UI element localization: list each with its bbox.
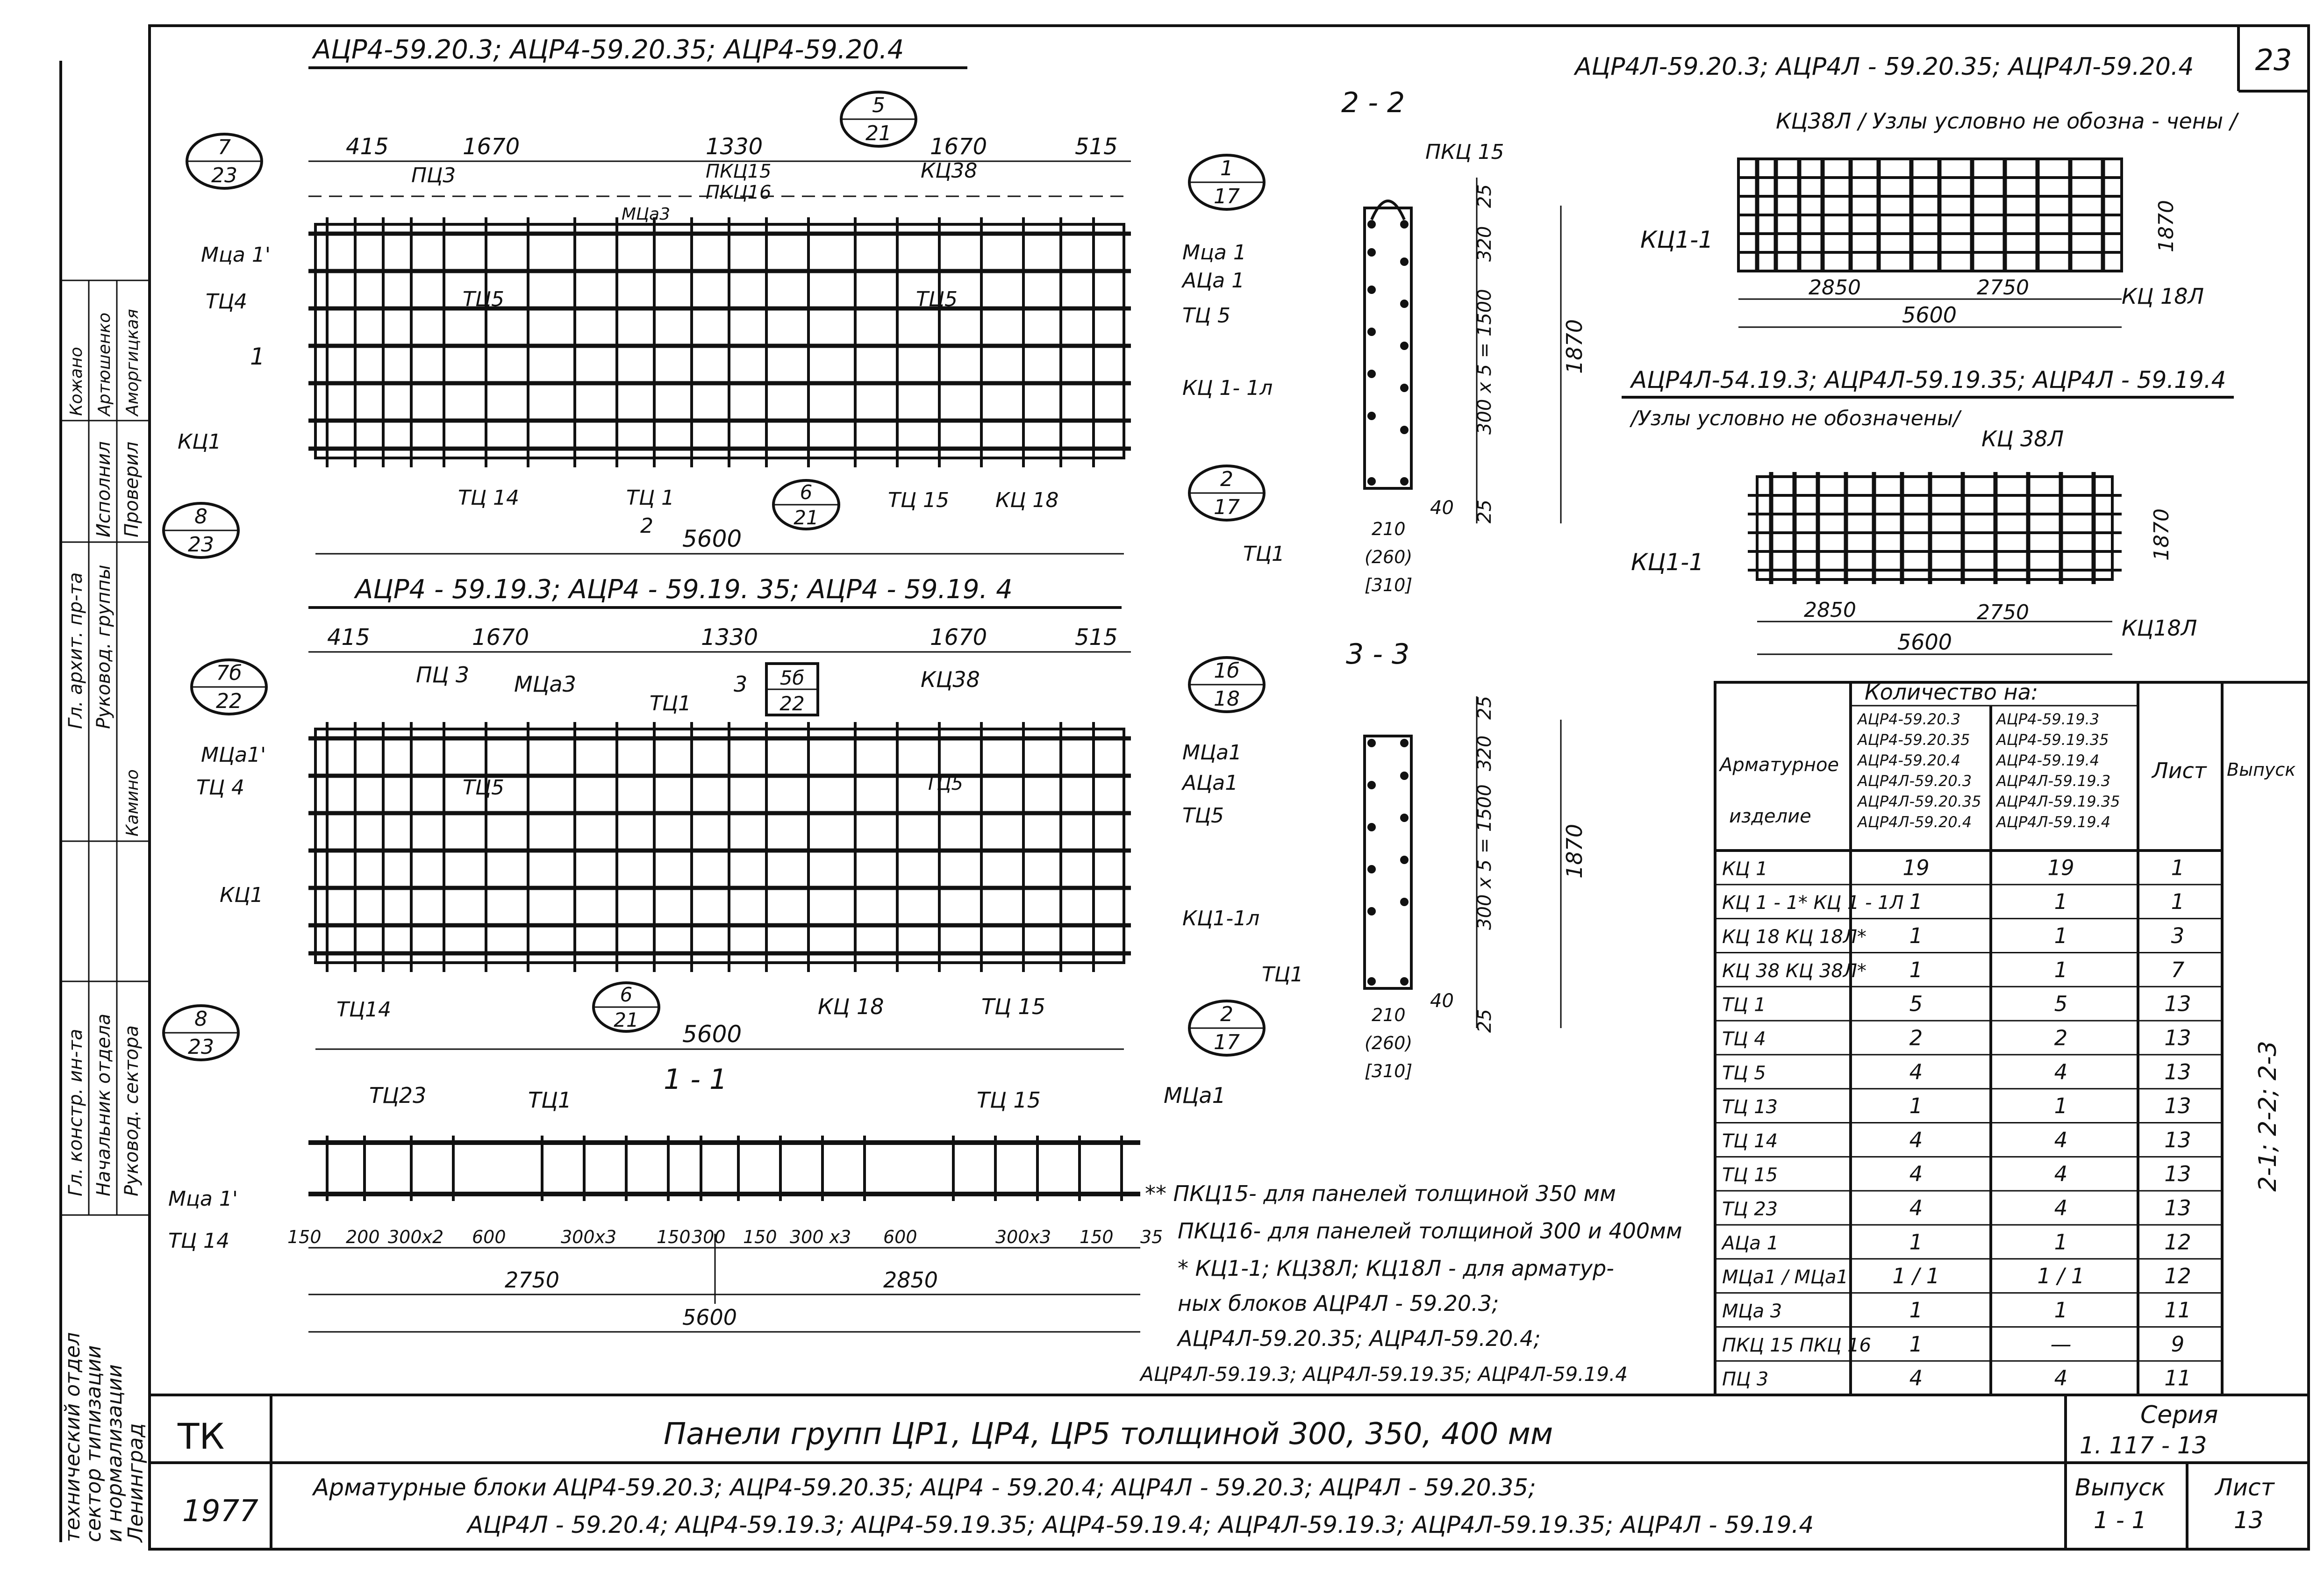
- role-4: Проверил: [121, 441, 143, 537]
- name-1: Кожано: [67, 347, 86, 416]
- table-rows: [1715, 855, 2222, 1395]
- label-pts3: ПЦ3: [411, 164, 456, 187]
- table-head-qty: Количество на:: [1865, 679, 2038, 705]
- table-cell-name: ТЦ 1: [1722, 994, 1766, 1016]
- dim-2750: 2750: [505, 1267, 560, 1293]
- table-cell-name: КЦ 1: [1722, 858, 1768, 880]
- label-kts38: КЦ38: [921, 667, 980, 692]
- label-kts18l: КЦ18Л: [2122, 615, 2197, 641]
- label-ts5-b: ТЦ5: [925, 773, 963, 794]
- dim-300x5: 300 x 5 = 1500: [1474, 784, 1495, 930]
- bubble-1-17: [1189, 155, 1264, 209]
- title-issue-value: 1 - 1: [2094, 1507, 2147, 1534]
- table-cell-qty1: 1: [1909, 1331, 1923, 1357]
- block-top-right: [1573, 53, 2239, 328]
- bubble-top: 2: [1220, 1002, 1233, 1026]
- table-cell-name: ТЦ 4: [1722, 1028, 1766, 1050]
- bubble-bot: 21: [614, 1008, 639, 1031]
- table-cell-sheet: 12: [2164, 1264, 2191, 1289]
- dim-25-top: 25: [1474, 184, 1495, 208]
- role2-3: Гл. констр. ин-та: [65, 1029, 86, 1196]
- group1-item: АЦР4Л-59.20.35: [1858, 793, 1981, 810]
- table-cell-qty1: 4: [1909, 1161, 1923, 1187]
- table-cell-qty1: 4: [1909, 1366, 1923, 1391]
- block-mid-right-grid: [1748, 472, 2122, 584]
- label-mca1-prime: Мца 1': [168, 1187, 238, 1211]
- table-cell-qty1: 1: [1909, 923, 1923, 949]
- plan-mid-left-horizontal-bars: [308, 738, 1131, 953]
- table-cell-qty1: 1: [1909, 1094, 1923, 1119]
- dim-515: 515: [1075, 624, 1118, 651]
- bubble-bot: 21: [865, 122, 892, 145]
- label-kts1-1: КЦ1-1: [1640, 226, 1713, 253]
- label-kts1-1: КЦ1-1: [1631, 549, 1704, 576]
- group2-item: АЦР4Л-59.19.4: [1996, 813, 2111, 831]
- section-3-3: [1262, 638, 1587, 1081]
- table-cell-sheet: 13: [2164, 991, 2191, 1016]
- table-cell-qty2: 1 / 1: [2037, 1264, 2085, 1289]
- cut-3-marker: 3: [734, 672, 748, 697]
- label-mca1: МЦа1: [1182, 741, 1242, 765]
- group2-item: АЦР4-59.19.35: [1996, 731, 2109, 749]
- dim-415: 415: [327, 624, 370, 651]
- label-mca3: МЦа3: [622, 205, 670, 224]
- title-sheet-value: 13: [2234, 1507, 2264, 1534]
- label-ts1: ТЦ1: [650, 692, 692, 715]
- group1-item: АЦР4Л-59.20.4: [1858, 813, 1972, 831]
- table-cell-name: ТЦ 14: [1722, 1130, 1778, 1152]
- table-cell-qty1: 1 / 1: [1892, 1264, 1940, 1289]
- table-cell-qty2: 4: [2054, 1195, 2068, 1221]
- label-mca1: Мца 1: [1182, 241, 1246, 265]
- note-4: ных блоков АЦР4Л - 59.20.3;: [1178, 1291, 1499, 1316]
- label-ts15: ТЦ 15: [977, 1087, 1041, 1113]
- table-cell-qty1: 19: [1902, 855, 1930, 880]
- block-top-right-title: АЦР4Л-59.20.3; АЦР4Л - 59.20.35; АЦР4Л-59.20.4: [1575, 53, 2194, 81]
- bubble-top: 1: [1220, 157, 1233, 180]
- table-cell-name: АЦа 1: [1722, 1232, 1779, 1254]
- table-cell-name: ТЦ 15: [1722, 1164, 1778, 1186]
- label-kts1-1l: КЦ 1- 1л: [1182, 376, 1273, 400]
- block-mid-right-note: /Узлы условно не обозначены/: [1631, 407, 1960, 430]
- bubble-bot: 17: [1214, 495, 1240, 519]
- role-2: Руковод. группы: [93, 565, 114, 729]
- group1-item: АЦР4-59.20.35: [1858, 731, 1970, 749]
- block-top-right-note: КЦ38Л / Узлы условно не обозна - чены /: [1776, 108, 2238, 134]
- dim: 35: [1140, 1227, 1163, 1247]
- dim-5600: 5600: [1902, 302, 1957, 328]
- table-issue-value: 2-1; 2-2; 2-3: [2254, 1041, 2282, 1192]
- table-cell-qty1: 4: [1909, 1059, 1923, 1085]
- table-cell-name: ПКЦ 15 ПКЦ 16: [1722, 1334, 1872, 1356]
- label-ts15: ТЦ 15: [888, 488, 950, 512]
- label-ts4: ТЦ4: [206, 290, 248, 314]
- note-3: * КЦ1-1; КЦ38Л; КЦ18Л - для арматур-: [1178, 1256, 1614, 1281]
- label-kts18: КЦ 18: [818, 994, 884, 1019]
- dim: 200: [346, 1227, 380, 1247]
- table-head-sheet: Лист: [2152, 758, 2207, 783]
- org-line-1: технический отдел: [61, 1332, 85, 1542]
- plan-top-left-vertical-bars: [327, 217, 1094, 467]
- title-sub-2: АЦР4Л - 59.20.4; АЦР4-59.19.3; АЦР4-59.19.35; АЦР4-59.19.4; АЦР4Л-59.19.3; АЦР4Л-59.19.35; АЦР4Л - 59.19.4: [467, 1511, 1814, 1538]
- table-cell-qty1: 4: [1909, 1195, 1923, 1221]
- plan-top-left: [164, 35, 1273, 558]
- block-mid-right-title: АЦР4Л-54.19.3; АЦР4Л-59.19.35; АЦР4Л - 59.19.4: [1631, 366, 2226, 393]
- dim: 300 x3: [790, 1227, 851, 1247]
- label-kts38l: КЦ 38Л: [1981, 426, 2064, 451]
- section-1-1: [168, 1063, 1226, 1332]
- width-310: [310]: [1365, 575, 1413, 595]
- table-group1: [1857, 710, 1981, 831]
- table-head-item-2: изделие: [1729, 806, 1811, 827]
- title-org: ТК: [178, 1416, 225, 1457]
- block-mid-right: [1622, 366, 2234, 655]
- bubble-top: 6: [800, 481, 813, 504]
- table-cell-sheet: 7: [2171, 957, 2185, 982]
- label-mca1-prime: Мца 1': [201, 243, 271, 267]
- table-cell-sheet: 1: [2171, 855, 2185, 880]
- label-ts5-a: ТЦ5: [463, 776, 505, 800]
- table-cell-qty1: 1: [1909, 889, 1923, 915]
- bubble-top: 7б: [216, 661, 242, 685]
- section-2-2-dots: [1367, 220, 1409, 486]
- left-strip-org: [61, 1332, 148, 1543]
- label-mca1: МЦа1: [1164, 1083, 1226, 1108]
- title-series-label: Серия: [2140, 1401, 2218, 1429]
- block-top-right-grid: [1738, 159, 2122, 271]
- dim-2750: 2750: [1977, 276, 2029, 300]
- org-line-2: сектор типизации: [82, 1345, 106, 1542]
- dim-total-5600: 5600: [682, 525, 742, 552]
- title-issue-label: Выпуск: [2075, 1474, 2166, 1501]
- title-sheet-label: Лист: [2215, 1474, 2274, 1501]
- bubble-2-17-mid: [1189, 1001, 1264, 1055]
- dim: 150: [743, 1227, 777, 1247]
- dim-5600: 5600: [1897, 629, 1952, 655]
- plan-mid-left-vertical-bars: [327, 722, 1094, 972]
- bubble-bot: 22: [216, 689, 242, 713]
- table-cell-qty2: 4: [2054, 1127, 2068, 1152]
- label-ts5-c: ТЦ5: [1182, 804, 1224, 828]
- table-cell-sheet: 13: [2164, 1195, 2191, 1221]
- name-3: Аморгицкая: [123, 309, 142, 416]
- table-cell-name: ТЦ 13: [1722, 1096, 1778, 1118]
- table-cell-sheet: 13: [2164, 1025, 2191, 1051]
- table-cell-sheet: 3: [2171, 923, 2185, 949]
- role2-2: Руковод. сектора: [121, 1025, 143, 1196]
- table-cell-qty2: 1: [2054, 957, 2068, 982]
- table-cell-qty2: 1: [2054, 923, 2068, 949]
- table-cell-qty2: 5: [2054, 991, 2068, 1016]
- table-cell-sheet: 1: [2171, 889, 2185, 915]
- table-cell-qty2: 19: [2047, 855, 2074, 880]
- dim-320: 320: [1474, 735, 1495, 771]
- dim-320: 320: [1474, 226, 1495, 262]
- dim-2850: 2850: [1809, 276, 1861, 300]
- plan-top-left-title: АЦР4-59.20.3; АЦР4-59.20.35; АЦР4-59.20.4: [313, 35, 904, 65]
- label-ts1: ТЦ 1: [626, 486, 675, 510]
- label-ts1: ТЦ1: [1262, 963, 1304, 987]
- table-cell-qty2: 2: [2054, 1025, 2068, 1051]
- left-strip-roles: [65, 309, 143, 1196]
- table-head-item-1: Арматурное: [1720, 754, 1839, 776]
- cut-1-marker: 1: [250, 343, 265, 370]
- width-310: [310]: [1365, 1061, 1413, 1081]
- bubble-1b-18: [1189, 658, 1264, 712]
- label-ts14: ТЦ 14: [458, 486, 520, 510]
- section-1-1-dims: [287, 1227, 1163, 1247]
- group1-item: АЦР4-59.20.3: [1858, 710, 1961, 728]
- width-210: 210: [1372, 1005, 1406, 1025]
- table-cell-name: КЦ 1 - 1* КЦ 1 - 1Л: [1722, 892, 1904, 914]
- label-ts23: ТЦ23: [369, 1083, 427, 1108]
- cut-2-marker: 2: [640, 514, 653, 538]
- section-2-2: [1243, 86, 1587, 595]
- table-cell-qty1: 4: [1909, 1127, 1923, 1152]
- bubble-6-21-mid: [594, 983, 659, 1031]
- table-cell-qty1: 5: [1909, 991, 1923, 1016]
- table-cell-sheet: 12: [2164, 1230, 2191, 1255]
- dim-415: 415: [346, 134, 389, 160]
- dim-5600: 5600: [682, 1305, 737, 1330]
- table-cell-sheet: 9: [2171, 1331, 2185, 1357]
- table-cell-qty1: 1: [1909, 1230, 1923, 1255]
- width-260: (260): [1365, 547, 1413, 567]
- table-head-issue: Выпуск: [2227, 759, 2296, 780]
- dim-300x5: 300 x 5 = 1500: [1474, 289, 1495, 435]
- label-ts5-c: ТЦ 5: [1182, 304, 1231, 328]
- bubble-2-17: [1189, 466, 1264, 520]
- plan-top-left-horizontal-bars: [308, 234, 1131, 449]
- org-line-4: Ленинград: [124, 1423, 148, 1542]
- label-ts14: ТЦ 14: [168, 1229, 230, 1253]
- dim-1670-b: 1670: [930, 624, 987, 651]
- dim-515: 515: [1075, 134, 1118, 160]
- bubble-bot: 23: [211, 164, 237, 187]
- bubble-bot: 18: [1214, 687, 1240, 711]
- note-2: ПКЦ16- для панелей толщиной 300 и 400мм: [1178, 1218, 1682, 1244]
- table-cell-name: ТЦ 5: [1722, 1062, 1766, 1084]
- role2-1: Начальник отдела: [93, 1013, 114, 1196]
- table-cell-sheet: 11: [2164, 1366, 2191, 1391]
- label-aca1: АЦа 1: [1182, 269, 1245, 293]
- table-cell-name: ПЦ 3: [1722, 1368, 1769, 1390]
- section-1-1-title: 1 - 1: [664, 1063, 728, 1096]
- title-year: 1977: [182, 1494, 258, 1529]
- bubble-top: 8: [194, 1007, 207, 1031]
- dim-40: 40: [1430, 497, 1454, 519]
- dim-25-top: 25: [1474, 696, 1495, 720]
- bubble-7b-22: [192, 660, 266, 714]
- table-cell-qty2: 4: [2054, 1059, 2068, 1085]
- label-ts14: ТЦ14: [336, 998, 392, 1022]
- dim-40: 40: [1430, 990, 1454, 1012]
- section-3-3-title: 3 - 3: [1346, 638, 1410, 671]
- dim-1670-a: 1670: [472, 624, 529, 651]
- table-cell-qty1: 2: [1909, 1025, 1923, 1051]
- title-block: [150, 1395, 2309, 1549]
- note-6: АЦР4Л-59.19.3; АЦР4Л-59.19.35; АЦР4Л-59.19.4: [1140, 1363, 1628, 1386]
- width-210: 210: [1372, 519, 1406, 539]
- table-cell-name: КЦ 38 КЦ 38Л*: [1722, 960, 1866, 982]
- dim-1870: 1870: [1562, 823, 1587, 879]
- table-cell-qty2: 1: [2054, 889, 2068, 915]
- label-kts1: КЦ1: [220, 883, 264, 907]
- label-mca1-prime: МЦа1': [201, 743, 266, 767]
- label-kts1-1l: КЦ1-1л: [1182, 907, 1260, 930]
- group2-item: АЦР4Л-59.19.35: [1996, 793, 2120, 810]
- dim-2850: 2850: [883, 1267, 938, 1293]
- label-ts15: ТЦ 15: [981, 994, 1045, 1019]
- table-cell-qty1: 1: [1909, 1297, 1923, 1323]
- dim-1670-b: 1670: [930, 134, 987, 160]
- name2-1: Камино: [123, 769, 142, 837]
- bubble-5b-22: [766, 664, 818, 715]
- table-cell-qty2: 1: [2054, 1230, 2068, 1255]
- table-cell-sheet: 11: [2164, 1297, 2191, 1323]
- table-cell-qty1: 1: [1909, 957, 1923, 982]
- bubble-bot: 23: [188, 1035, 214, 1059]
- bubble-7-23: [187, 134, 262, 188]
- dim: 300x3: [995, 1227, 1051, 1247]
- table-cell-sheet: 13: [2164, 1127, 2191, 1152]
- label-kts38: КЦ38: [921, 159, 978, 183]
- label-kts1: КЦ1: [178, 430, 222, 454]
- bubble-bot: 17: [1214, 1030, 1240, 1054]
- bubble-top: 1б: [1214, 659, 1240, 683]
- dim: 150: [657, 1227, 691, 1247]
- bubble-bot: 17: [1214, 185, 1240, 208]
- plan-mid-left-title: АЦР4 - 59.19.3; АЦР4 - 59.19. 35; АЦР4 - 59.19. 4: [355, 574, 1013, 605]
- sheet-number-corner: 23: [2255, 43, 2292, 77]
- bubble-top: 7: [218, 136, 231, 159]
- table-cell-name: КЦ 18 КЦ 18Л*: [1722, 926, 1866, 948]
- group1-item: АЦР4Л-59.20.3: [1858, 772, 1972, 790]
- label-aca1: АЦа1: [1182, 771, 1238, 795]
- label-kts18l: КЦ 18Л: [2122, 284, 2204, 309]
- org-line-3: и нормализации: [103, 1364, 127, 1542]
- label-ts1: ТЦ1: [1243, 542, 1285, 566]
- dim: 600: [883, 1227, 917, 1247]
- bubble-8-23: [164, 503, 238, 558]
- dim-1330: 1330: [706, 134, 763, 160]
- table-cell-qty2: 1: [2054, 1094, 2068, 1119]
- label-ts1: ТЦ1: [528, 1087, 572, 1113]
- bubble-5-21: [841, 92, 916, 146]
- table-cell-name: МЦа1 / МЦа1': [1722, 1266, 1853, 1288]
- title-series-value: 1. 117 - 13: [2080, 1432, 2207, 1459]
- dim: 150: [1080, 1227, 1114, 1247]
- dim: 300x2: [388, 1227, 444, 1247]
- dim-1870: 1870: [1562, 319, 1587, 374]
- group1-item: АЦР4-59.20.4: [1858, 751, 1961, 769]
- role-3: Исполнил: [93, 441, 114, 537]
- bubble-top: 6: [620, 983, 633, 1006]
- width-260: (260): [1365, 1033, 1413, 1053]
- dim-1870: 1870: [2150, 508, 2174, 561]
- dim-1870: 1870: [2154, 200, 2178, 252]
- bubble-top: 2: [1220, 467, 1233, 491]
- table-cell-name: ТЦ 23: [1722, 1198, 1778, 1220]
- dim-2850: 2850: [1804, 598, 1856, 622]
- dim: 150: [287, 1227, 322, 1247]
- table-cell-name: МЦа 3: [1722, 1300, 1782, 1322]
- bubble-bot: 22: [779, 692, 805, 715]
- notes: [1139, 1181, 1682, 1386]
- bubble-bot: 23: [188, 533, 214, 557]
- table-cell-sheet: 13: [2164, 1059, 2191, 1085]
- bubble-8-23-mid: [164, 1006, 238, 1060]
- bubble-top: 5б: [779, 666, 805, 689]
- dim: 300x3: [561, 1227, 617, 1247]
- bubble-top: 8: [194, 505, 207, 529]
- bubble-top: 5: [872, 93, 885, 117]
- dim-25-bot: 25: [1474, 1009, 1495, 1033]
- label-pks16: ПКЦ16: [706, 182, 772, 203]
- label-pts3: ПЦ 3: [416, 662, 470, 687]
- table-cell-sheet: 13: [2164, 1161, 2191, 1187]
- label-ts5-b: ТЦ5: [916, 287, 958, 311]
- table-cell-sheet: 13: [2164, 1094, 2191, 1119]
- title-main: Панели групп ЦР1, ЦР4, ЦР5 толщиной 300, 350, 400 мм: [664, 1417, 1553, 1451]
- table-cell-qty2: —: [2050, 1331, 2072, 1357]
- table-group2: [1995, 710, 2120, 831]
- dim-2750: 2750: [1977, 601, 2029, 624]
- table-cell-qty2: 1: [2054, 1297, 2068, 1323]
- group2-item: АЦР4Л-59.19.3: [1996, 772, 2111, 790]
- note-1: ** ПКЦ15- для панелей толщиной 350 мм: [1145, 1181, 1616, 1206]
- dim: 600: [472, 1227, 506, 1247]
- label-pks15: ПКЦ 15: [1425, 140, 1504, 164]
- bubble-6-21: [773, 480, 839, 529]
- group2-item: АЦР4-59.19.3: [1996, 710, 2100, 728]
- note-5: АЦР4Л-59.20.35; АЦР4Л-59.20.4;: [1178, 1326, 1541, 1351]
- dim-1330: 1330: [701, 624, 758, 651]
- table-cell-qty2: 4: [2054, 1366, 2068, 1391]
- role-1: Гл. архит. пр-та: [65, 572, 86, 729]
- section-1-1-ties: [327, 1136, 1122, 1201]
- label-pks15: ПКЦ15: [706, 161, 772, 182]
- label-ts4: ТЦ 4: [196, 776, 245, 800]
- spec-table: [1715, 679, 2309, 1395]
- dim-25-bot: 25: [1474, 500, 1495, 523]
- plan-mid-left: [164, 574, 1264, 1060]
- group2-item: АЦР4-59.19.4: [1996, 751, 2100, 769]
- dim: 300: [692, 1227, 726, 1247]
- label-ts5-a: ТЦ5: [463, 287, 505, 311]
- section-3-3-dots: [1367, 739, 1409, 986]
- table-cell-qty2: 4: [2054, 1161, 2068, 1187]
- title-sub-1: Арматурные блоки АЦР4-59.20.3; АЦР4-59.20.35; АЦР4 - 59.20.4; АЦР4Л - 59.20.3; АЦР4Л - 59.20.35;: [313, 1474, 1536, 1501]
- name-2: Артюшенко: [95, 312, 114, 416]
- bubble-bot: 21: [794, 506, 819, 529]
- dim-total-5600: 5600: [682, 1021, 742, 1048]
- section-2-2-title: 2 - 2: [1341, 86, 1405, 119]
- dim-1670-a: 1670: [463, 134, 520, 160]
- label-kts18: КЦ 18: [995, 488, 1059, 512]
- label-mca3: МЦа3: [514, 672, 576, 697]
